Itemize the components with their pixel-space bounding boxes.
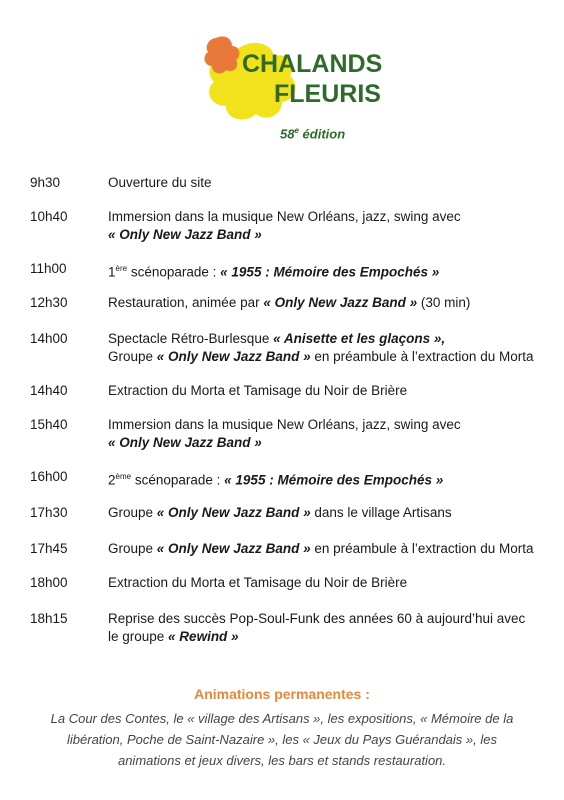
schedule-description	[108, 330, 540, 366]
schedule-time: 14h00	[30, 331, 68, 346]
description-text: 1	[108, 264, 116, 280]
performer-name: « Only New Jazz Band »	[156, 505, 311, 520]
description-text: en préambule à l’extraction du Morta	[310, 541, 534, 556]
performer-name: « Only New Jazz Band »	[263, 295, 418, 310]
schedule-time: 18h00	[30, 575, 68, 590]
schedule-description	[108, 260, 540, 282]
performer-name: « 1955 : Mémoire des Empochés »	[220, 264, 440, 280]
description-text: (30 min)	[417, 295, 471, 310]
schedule-description	[108, 468, 540, 490]
description-text: en préambule à l’extraction du Morta	[310, 349, 534, 364]
description-text: Reprise des succès Pop-Soul-Funk des années 60 à aujourd’hui avec	[108, 611, 526, 626]
description-text: Extraction du Morta et Tamisage du Noir de Brière	[108, 575, 408, 590]
description-text: Immersion dans la musique New Orléans, jazz, swing avec	[108, 209, 461, 224]
schedule-time: 9h30	[30, 175, 61, 190]
performer-name: « Anisette et les glaçons »,	[273, 331, 446, 346]
permanent-title: Animations permanentes :	[194, 686, 370, 702]
description-text: Groupe	[108, 541, 157, 556]
schedule-time: 15h40	[30, 417, 68, 432]
schedule-description	[108, 382, 540, 400]
festival-logo	[196, 30, 383, 148]
description-text: Extraction du Morta et Tamisage du Noir de Brière	[108, 383, 408, 398]
schedule-description	[108, 504, 540, 522]
schedule-time: 18h15	[30, 611, 68, 626]
schedule-description	[108, 208, 540, 244]
description-text: dans le village Artisans	[310, 505, 452, 520]
permanent-text: La Cour des Contes, le « village des Artisans », les expositions, « Mémoire de la libération, Poche de Saint-Nazaire », les « Jeux du Pays Guérandais », les animations et jeux divers, les bars et stands restauration.	[50, 711, 514, 768]
schedule-time: 10h40	[30, 209, 68, 224]
performer-name: « Only New Jazz Band »	[108, 435, 262, 450]
schedule-time: 14h40	[30, 383, 68, 398]
schedule-description	[108, 610, 540, 646]
schedule-time: 11h00	[30, 261, 67, 276]
description-text: ère	[115, 264, 128, 273]
description-text: le groupe	[108, 629, 169, 644]
performer-name: « 1955 : Mémoire des Empochés »	[224, 472, 444, 488]
description-text: Immersion dans la musique New Orléans, jazz, swing avec	[108, 417, 461, 432]
edition-label	[280, 126, 345, 141]
schedule-description	[108, 540, 540, 558]
brand-line-1: CHALANDS	[242, 50, 383, 78]
schedule-time: 17h45	[30, 541, 68, 556]
performer-name: « Rewind »	[168, 629, 239, 644]
schedule-description	[108, 416, 540, 452]
description-text: Groupe	[108, 505, 157, 520]
edition-number: 58	[280, 126, 295, 142]
schedule-description	[108, 174, 540, 192]
schedule-time: 17h30	[30, 505, 68, 520]
performer-name: « Only New Jazz Band »	[156, 541, 311, 556]
description-text: Spectacle Rétro-Burlesque	[108, 331, 274, 346]
performer-name: « Only New Jazz Band »	[108, 227, 262, 242]
edition-superscript: e	[294, 126, 299, 135]
description-text: Restauration, animée par	[108, 295, 264, 310]
schedule-time: 16h00	[30, 469, 68, 484]
orange-flower-shape	[205, 36, 240, 73]
description-text: Groupe	[108, 349, 157, 364]
description-text: Ouverture du site	[108, 175, 212, 190]
schedule-description	[108, 294, 540, 312]
edition-word: édition	[298, 126, 346, 142]
description-text: 2	[108, 472, 116, 488]
schedule-time: 12h30	[30, 295, 68, 310]
performer-name: « Only New Jazz Band »	[156, 349, 311, 364]
description-text: scénoparade :	[131, 472, 225, 488]
schedule-description	[108, 574, 540, 592]
description-text: ème	[115, 472, 132, 481]
brand-line-2: FLEURIS	[274, 80, 381, 108]
description-text: scénoparade :	[127, 264, 221, 280]
